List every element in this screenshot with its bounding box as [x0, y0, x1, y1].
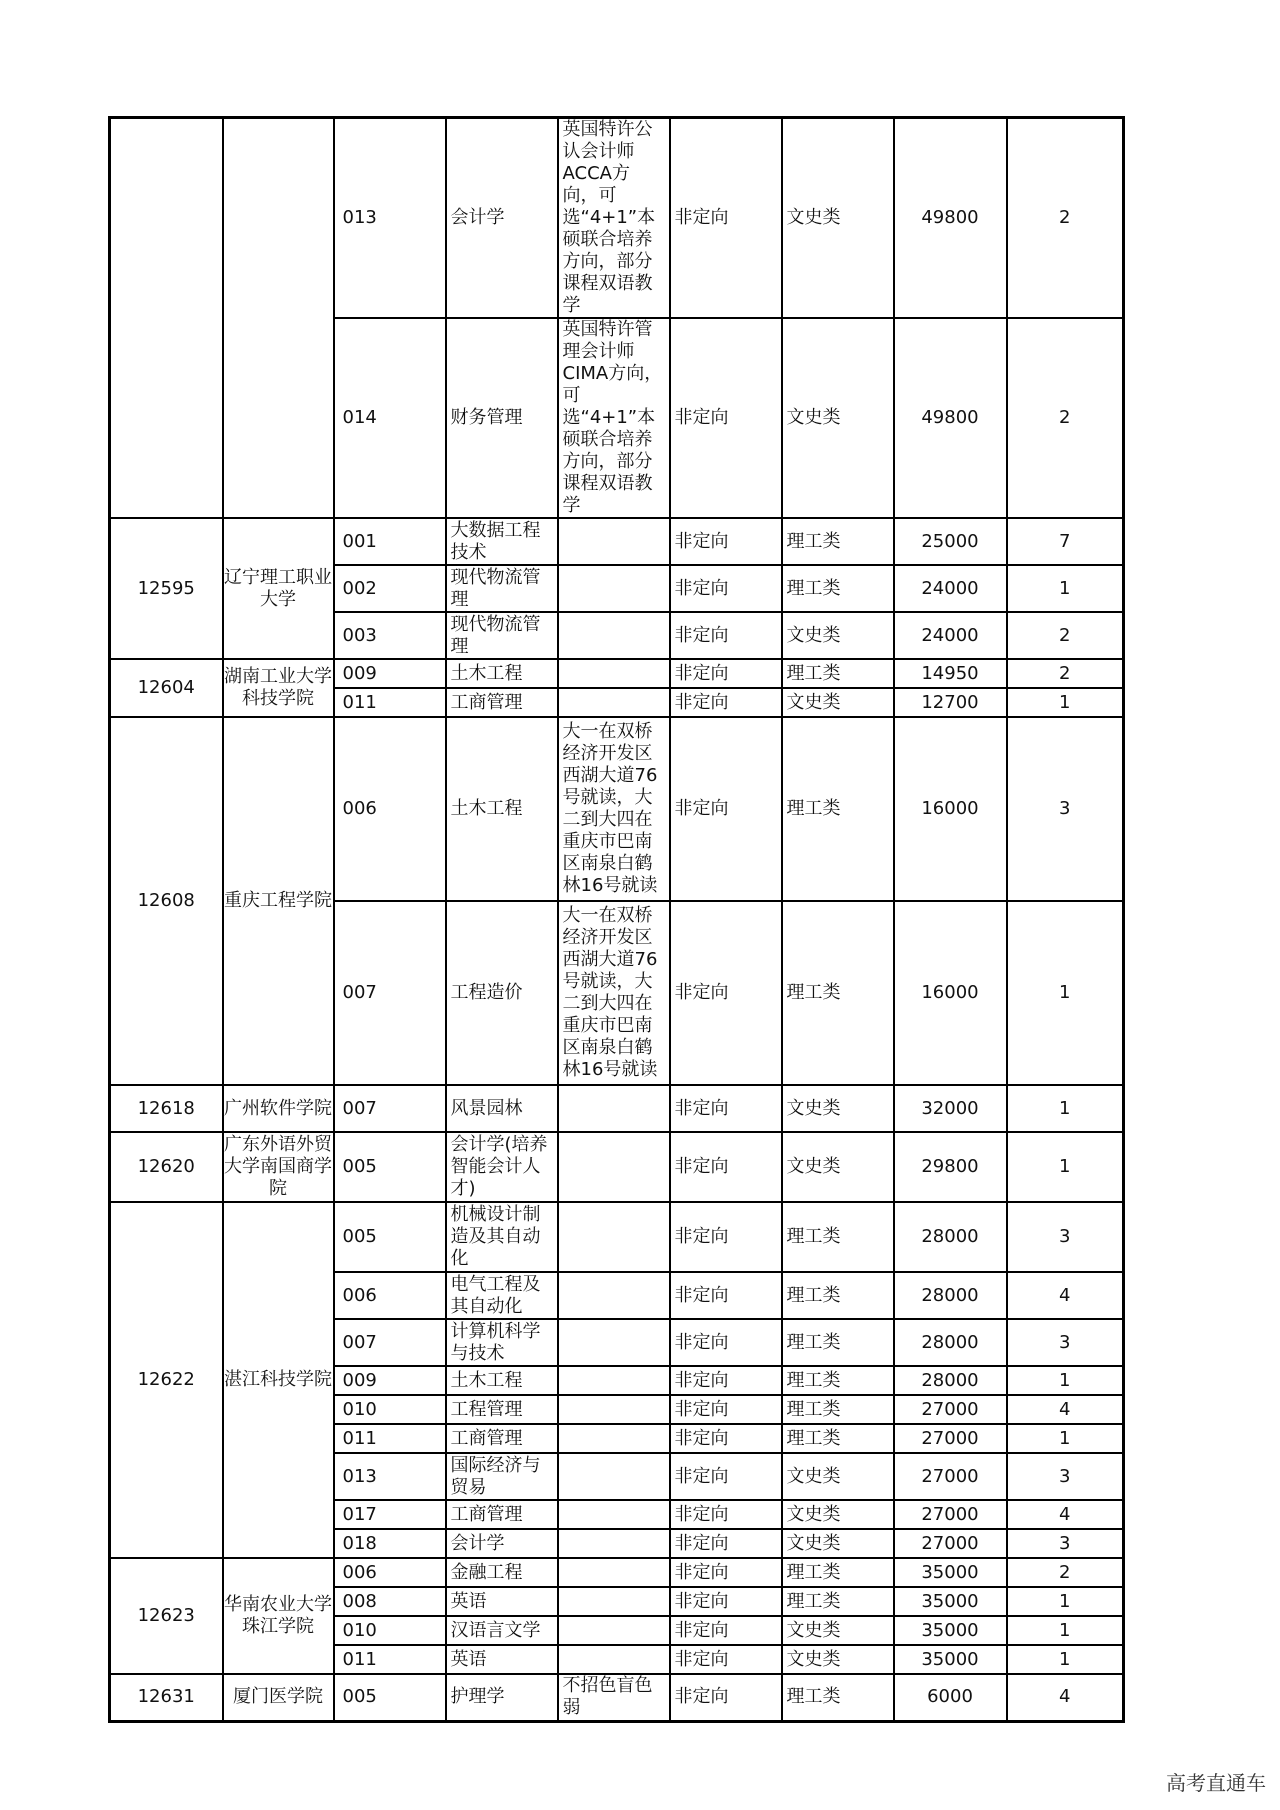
note-cell	[558, 659, 670, 688]
tuition-cell: 49800	[894, 318, 1007, 518]
category-cell: 理工类	[782, 565, 894, 612]
category-cell: 文史类	[782, 1500, 894, 1529]
tuition-cell: 24000	[894, 565, 1007, 612]
plan-type-cell: 非定向	[670, 318, 782, 518]
note-cell: 大一在双桥经济开发区西湖大道76号就读，大二到大四在重庆市巴南区南泉白鹤林16号就读	[558, 717, 670, 901]
quota-cell: 4	[1007, 1395, 1124, 1424]
category-cell: 理工类	[782, 901, 894, 1085]
major-code-cell: 005	[334, 1674, 446, 1721]
plan-type-cell: 非定向	[670, 518, 782, 565]
note-cell	[558, 1453, 670, 1500]
major-code-cell: 006	[334, 1558, 446, 1587]
major-code-cell: 007	[334, 1319, 446, 1366]
table-body	[110, 118, 1124, 1722]
major-name-cell: 大数据工程技术	[446, 518, 558, 565]
category-cell: 文史类	[782, 1453, 894, 1500]
quota-cell: 3	[1007, 1453, 1124, 1500]
major-name-cell: 护理学	[446, 1674, 558, 1721]
school-name-cell: 重庆工程学院	[223, 717, 334, 1085]
note-cell	[558, 1587, 670, 1616]
category-cell: 理工类	[782, 1319, 894, 1366]
quota-cell: 1	[1007, 1587, 1124, 1616]
major-code-cell: 013	[334, 118, 446, 319]
tuition-cell: 14950	[894, 659, 1007, 688]
quota-cell: 4	[1007, 1674, 1124, 1721]
major-code-cell: 011	[334, 1424, 446, 1453]
note-cell	[558, 1424, 670, 1453]
category-cell: 理工类	[782, 1366, 894, 1395]
tuition-cell: 25000	[894, 518, 1007, 565]
major-code-cell: 007	[334, 1085, 446, 1132]
plan-type-cell: 非定向	[670, 1272, 782, 1319]
tuition-cell: 49800	[894, 118, 1007, 319]
table-row	[110, 1202, 1124, 1272]
category-cell: 理工类	[782, 1395, 894, 1424]
school-name-cell: 辽宁理工职业大学	[223, 518, 334, 659]
quota-cell: 3	[1007, 717, 1124, 901]
note-cell: 英国特许管理会计师CIMA方向，可选“4+1”本硕联合培养方向，部分课程双语教学	[558, 318, 670, 518]
school-code-cell: 12620	[110, 1132, 223, 1202]
major-name-cell: 会计学	[446, 118, 558, 319]
table-row	[110, 118, 1124, 319]
plan-type-cell: 非定向	[670, 1424, 782, 1453]
major-name-cell: 工商管理	[446, 688, 558, 717]
plan-type-cell: 非定向	[670, 1366, 782, 1395]
quota-cell: 1	[1007, 1366, 1124, 1395]
quota-cell: 2	[1007, 659, 1124, 688]
tuition-cell: 27000	[894, 1424, 1007, 1453]
quota-cell: 4	[1007, 1272, 1124, 1319]
tuition-cell: 27000	[894, 1529, 1007, 1558]
major-name-cell: 财务管理	[446, 318, 558, 518]
plan-type-cell: 非定向	[670, 1587, 782, 1616]
plan-type-cell: 非定向	[670, 1674, 782, 1721]
note-cell	[558, 1085, 670, 1132]
note-cell: 大一在双桥经济开发区西湖大道76号就读，大二到大四在重庆市巴南区南泉白鹤林16号就读	[558, 901, 670, 1085]
school-code-cell: 12631	[110, 1674, 223, 1721]
plan-type-cell: 非定向	[670, 612, 782, 659]
table-row	[110, 518, 1124, 565]
major-name-cell: 现代物流管理	[446, 565, 558, 612]
plan-type-cell: 非定向	[670, 1085, 782, 1132]
quota-cell: 3	[1007, 1529, 1124, 1558]
tuition-cell: 24000	[894, 612, 1007, 659]
note-cell	[558, 1558, 670, 1587]
major-code-cell: 008	[334, 1587, 446, 1616]
category-cell: 文史类	[782, 1645, 894, 1674]
plan-type-cell: 非定向	[670, 1529, 782, 1558]
note-cell	[558, 1616, 670, 1645]
table-row	[110, 1085, 1124, 1132]
school-code-cell: 12623	[110, 1558, 223, 1674]
tuition-cell: 35000	[894, 1587, 1007, 1616]
plan-type-cell: 非定向	[670, 1453, 782, 1500]
quota-cell: 2	[1007, 318, 1124, 518]
quota-cell: 1	[1007, 1424, 1124, 1453]
school-name-cell: 湛江科技学院	[223, 1202, 334, 1558]
major-code-cell: 005	[334, 1132, 446, 1202]
category-cell: 文史类	[782, 612, 894, 659]
category-cell: 文史类	[782, 318, 894, 518]
quota-cell: 2	[1007, 612, 1124, 659]
major-name-cell: 土木工程	[446, 659, 558, 688]
tuition-cell: 35000	[894, 1558, 1007, 1587]
note-cell	[558, 518, 670, 565]
note-cell	[558, 688, 670, 717]
plan-type-cell: 非定向	[670, 659, 782, 688]
tuition-cell: 27000	[894, 1500, 1007, 1529]
school-code-cell: 12618	[110, 1085, 223, 1132]
note-cell	[558, 1529, 670, 1558]
category-cell: 理工类	[782, 1587, 894, 1616]
school-name-cell	[223, 118, 334, 519]
tuition-cell: 35000	[894, 1616, 1007, 1645]
major-code-cell: 005	[334, 1202, 446, 1272]
school-name-cell: 湖南工业大学科技学院	[223, 659, 334, 717]
major-name-cell: 电气工程及其自动化	[446, 1272, 558, 1319]
major-code-cell: 014	[334, 318, 446, 518]
major-code-cell: 010	[334, 1616, 446, 1645]
plan-type-cell: 非定向	[670, 1132, 782, 1202]
quota-cell: 2	[1007, 1558, 1124, 1587]
table-row	[110, 659, 1124, 688]
major-code-cell: 017	[334, 1500, 446, 1529]
tuition-cell: 12700	[894, 688, 1007, 717]
tuition-cell: 28000	[894, 1366, 1007, 1395]
category-cell: 理工类	[782, 1272, 894, 1319]
quota-cell: 1	[1007, 901, 1124, 1085]
major-name-cell: 工商管理	[446, 1500, 558, 1529]
table-row	[110, 1558, 1124, 1587]
tuition-cell: 28000	[894, 1202, 1007, 1272]
category-cell: 理工类	[782, 1202, 894, 1272]
quota-cell: 7	[1007, 518, 1124, 565]
quota-cell: 1	[1007, 688, 1124, 717]
category-cell: 理工类	[782, 659, 894, 688]
table-row	[110, 1674, 1124, 1721]
plan-type-cell: 非定向	[670, 1319, 782, 1366]
plan-type-cell: 非定向	[670, 1558, 782, 1587]
category-cell: 文史类	[782, 688, 894, 717]
school-code-cell: 12604	[110, 659, 223, 717]
major-code-cell: 009	[334, 1366, 446, 1395]
tuition-cell: 35000	[894, 1645, 1007, 1674]
major-name-cell: 工程管理	[446, 1395, 558, 1424]
quota-cell: 3	[1007, 1319, 1124, 1366]
major-code-cell: 003	[334, 612, 446, 659]
major-code-cell: 010	[334, 1395, 446, 1424]
tuition-cell: 16000	[894, 717, 1007, 901]
major-code-cell: 009	[334, 659, 446, 688]
note-cell	[558, 1132, 670, 1202]
major-name-cell: 国际经济与贸易	[446, 1453, 558, 1500]
note-cell	[558, 1645, 670, 1674]
tuition-cell: 16000	[894, 901, 1007, 1085]
major-code-cell: 007	[334, 901, 446, 1085]
note-cell	[558, 1319, 670, 1366]
major-name-cell: 英语	[446, 1587, 558, 1616]
note-cell	[558, 1202, 670, 1272]
tuition-cell: 27000	[894, 1395, 1007, 1424]
quota-cell: 1	[1007, 565, 1124, 612]
major-code-cell: 011	[334, 1645, 446, 1674]
major-name-cell: 机械设计制造及其自动化	[446, 1202, 558, 1272]
major-name-cell: 计算机科学与技术	[446, 1319, 558, 1366]
school-name-cell: 华南农业大学珠江学院	[223, 1558, 334, 1674]
category-cell: 理工类	[782, 1674, 894, 1721]
note-cell: 不招色盲色弱	[558, 1674, 670, 1721]
category-cell: 理工类	[782, 1558, 894, 1587]
major-code-cell: 006	[334, 717, 446, 901]
plan-type-cell: 非定向	[670, 565, 782, 612]
major-name-cell: 土木工程	[446, 717, 558, 901]
major-name-cell: 金融工程	[446, 1558, 558, 1587]
major-code-cell: 006	[334, 1272, 446, 1319]
major-name-cell: 土木工程	[446, 1366, 558, 1395]
school-code-cell	[110, 118, 223, 519]
tuition-cell: 28000	[894, 1319, 1007, 1366]
category-cell: 理工类	[782, 1424, 894, 1453]
note-cell: 英国特许公认会计师ACCA方向，可选“4+1”本硕联合培养方向，部分课程双语教学	[558, 118, 670, 319]
tuition-cell: 28000	[894, 1272, 1007, 1319]
plan-type-cell: 非定向	[670, 901, 782, 1085]
plan-type-cell: 非定向	[670, 1645, 782, 1674]
major-code-cell: 013	[334, 1453, 446, 1500]
major-name-cell: 会计学	[446, 1529, 558, 1558]
quota-cell: 1	[1007, 1616, 1124, 1645]
quota-cell: 1	[1007, 1132, 1124, 1202]
quota-cell: 2	[1007, 118, 1124, 319]
watermark: 高考直通车	[1166, 1771, 1266, 1795]
school-code-cell: 12595	[110, 518, 223, 659]
table-row	[110, 717, 1124, 901]
major-code-cell: 001	[334, 518, 446, 565]
plan-type-cell: 非定向	[670, 1395, 782, 1424]
plan-type-cell: 非定向	[670, 1500, 782, 1529]
category-cell: 文史类	[782, 1529, 894, 1558]
major-name-cell: 工程造价	[446, 901, 558, 1085]
plan-type-cell: 非定向	[670, 1202, 782, 1272]
note-cell	[558, 1366, 670, 1395]
major-name-cell: 汉语言文学	[446, 1616, 558, 1645]
tuition-cell: 29800	[894, 1132, 1007, 1202]
tuition-cell: 6000	[894, 1674, 1007, 1721]
major-name-cell: 工商管理	[446, 1424, 558, 1453]
category-cell: 理工类	[782, 717, 894, 901]
school-code-cell: 12622	[110, 1202, 223, 1558]
school-code-cell: 12608	[110, 717, 223, 1085]
major-name-cell: 风景园林	[446, 1085, 558, 1132]
quota-cell: 1	[1007, 1085, 1124, 1132]
plan-type-cell: 非定向	[670, 688, 782, 717]
major-code-cell: 011	[334, 688, 446, 717]
note-cell	[558, 1395, 670, 1424]
tuition-cell: 32000	[894, 1085, 1007, 1132]
school-name-cell: 广东外语外贸大学南国商学院	[223, 1132, 334, 1202]
tuition-cell: 27000	[894, 1453, 1007, 1500]
quota-cell: 1	[1007, 1645, 1124, 1674]
admissions-table	[108, 116, 1125, 1723]
category-cell: 文史类	[782, 1132, 894, 1202]
category-cell: 文史类	[782, 118, 894, 319]
major-name-cell: 会计学(培养智能会计人才)	[446, 1132, 558, 1202]
category-cell: 文史类	[782, 1085, 894, 1132]
plan-type-cell: 非定向	[670, 1616, 782, 1645]
major-code-cell: 002	[334, 565, 446, 612]
category-cell: 文史类	[782, 1616, 894, 1645]
note-cell	[558, 565, 670, 612]
table-row	[110, 1132, 1124, 1202]
note-cell	[558, 612, 670, 659]
school-name-cell: 厦门医学院	[223, 1674, 334, 1721]
note-cell	[558, 1500, 670, 1529]
plan-type-cell: 非定向	[670, 118, 782, 319]
major-name-cell: 现代物流管理	[446, 612, 558, 659]
quota-cell: 4	[1007, 1500, 1124, 1529]
plan-type-cell: 非定向	[670, 717, 782, 901]
major-name-cell: 英语	[446, 1645, 558, 1674]
category-cell: 理工类	[782, 518, 894, 565]
school-name-cell: 广州软件学院	[223, 1085, 334, 1132]
note-cell	[558, 1272, 670, 1319]
quota-cell: 3	[1007, 1202, 1124, 1272]
major-code-cell: 018	[334, 1529, 446, 1558]
